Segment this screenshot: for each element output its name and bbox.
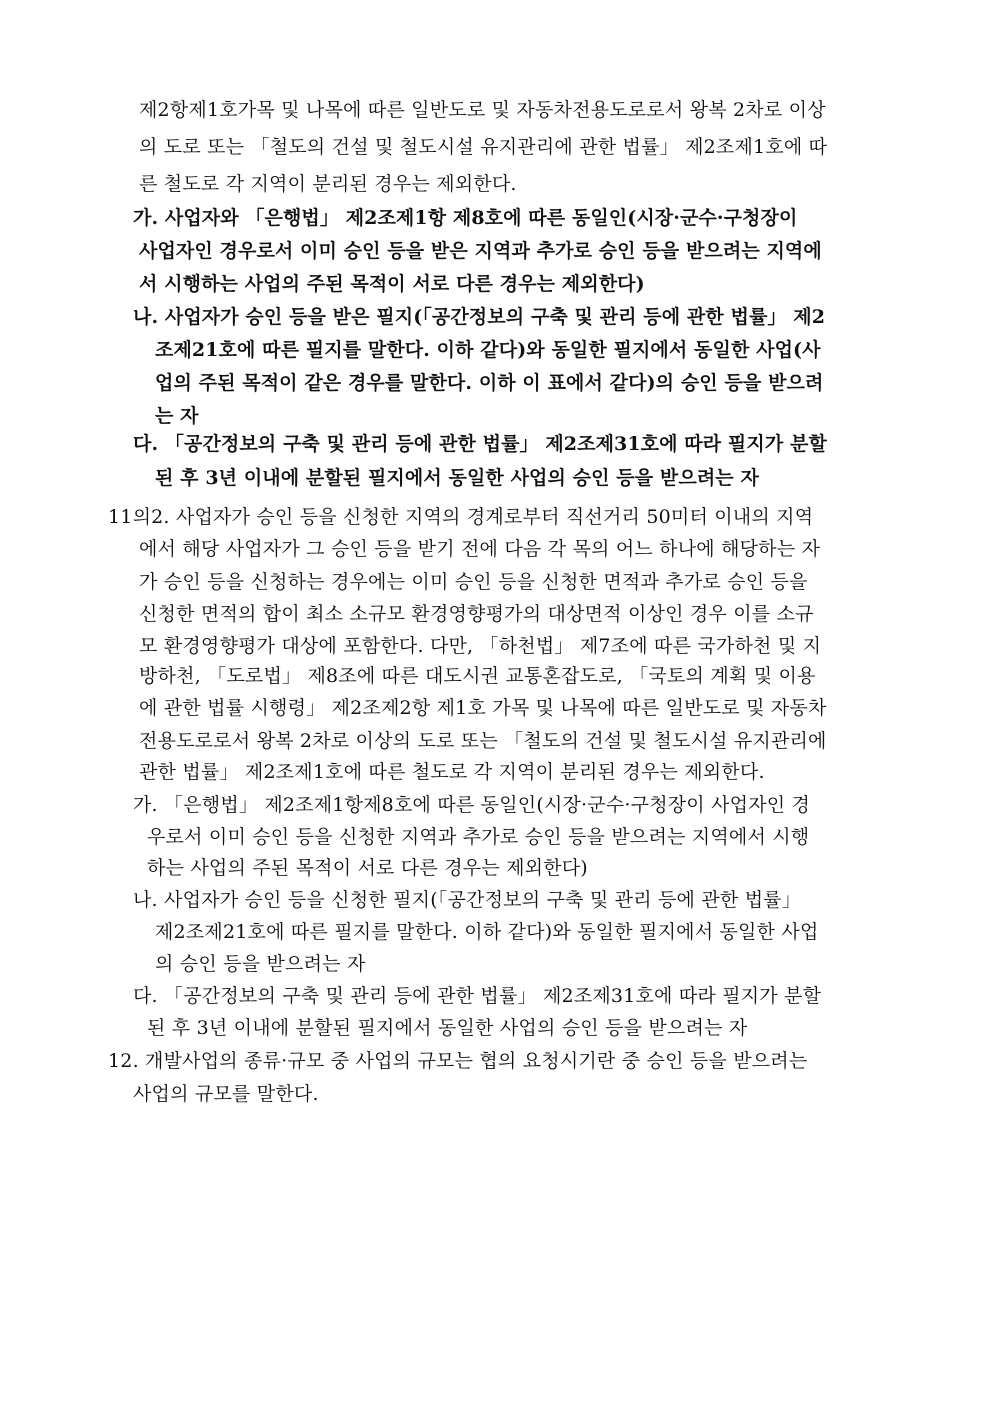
text-line: 방하천, 「도로법」 제8조에 따른 대도시권 교통혼잡도로, 「국토의 계획 및 이용 <box>139 665 816 687</box>
text-line: 모 환경영향평가 대상에 포함한다. 다만, 「하천법」 제7조에 따른 국가하천 및 지 <box>139 635 822 657</box>
list-item-11-2: 11의2. 사업자가 승인 등을 신청한 지역의 경계로부터 직선거리 50미터 이내의 지역 <box>108 506 814 528</box>
text-line: 의 도로 또는 「철도의 건설 및 철도시설 유지관리에 관한 법률」 제2조제1호에 따 <box>139 136 828 158</box>
text-line: 업의 주된 목적이 같은 경우를 말한다. 이하 이 표에서 같다)의 승인 등을 받으려 <box>155 372 824 394</box>
text-line: 서 시행하는 사업의 주된 목적이 서로 다른 경우는 제외한다) <box>139 273 645 295</box>
text-line: 의 승인 등을 받으려는 자 <box>155 953 366 975</box>
text-line: 에서 해당 사업자가 그 승인 등을 받기 전에 다음 각 목의 어느 하나에 해당하는 자 <box>139 538 821 560</box>
list-item-na: 나. 사업자가 승인 등을 받은 필지(「공간정보의 구축 및 관리 등에 관한 법률」 제2 <box>133 306 826 328</box>
list-item-12: 12. 개발사업의 종류·규모 중 사업의 규모는 협의 요청시기란 중 승인 등을 받으려는 <box>108 1050 808 1072</box>
list-item-ga: 가. 사업자와 「은행법」 제2조제1항 제8호에 따른 동일인(시장·군수·구청장이 <box>133 207 798 229</box>
text-line: 관한 법률」 제2조제1호에 따른 철도로 각 지역이 분리된 경우는 제외한다. <box>139 761 765 783</box>
text-line: 사업의 규모를 말한다. <box>133 1083 319 1105</box>
text-line: 하는 사업의 주된 목적이 서로 다른 경우는 제외한다) <box>147 857 588 879</box>
text-line: 제2조제21호에 따른 필지를 말한다. 이하 같다)와 동일한 필지에서 동일한 사업 <box>155 921 819 943</box>
text-line: 전용도로로서 왕복 2차로 이상의 도로 또는 「철도의 건설 및 철도시설 유지관리에 <box>139 730 827 752</box>
text-line: 에 관한 법률 시행령」 제2조제2항 제1호 가목 및 나목에 따른 일반도로 및 자동차 <box>139 697 827 719</box>
text-line: 된 후 3년 이내에 분할된 필지에서 동일한 사업의 승인 등을 받으려는 자 <box>155 467 759 489</box>
text-line: 른 철도로 각 지역이 분리된 경우는 제외한다. <box>139 173 517 195</box>
text-line: 사업자인 경우로서 이미 승인 등을 받은 지역과 추가로 승인 등을 받으려는 지역에 <box>139 240 822 262</box>
text-line: 조제21호에 따른 필지를 말한다. 이하 같다)와 동일한 필지에서 동일한 사업(사 <box>155 339 821 361</box>
text-line: 가 승인 등을 신청하는 경우에는 이미 승인 등을 신청한 면적과 추가로 승인 등을 <box>139 571 808 593</box>
list-item-da: 다. 「공간정보의 구축 및 관리 등에 관한 법률」 제2조제31호에 따라 필지가 분할 <box>133 433 827 455</box>
text-line: 신청한 면적의 합이 최소 소규모 환경영향평가의 대상면적 이상인 경우 이를 소규 <box>139 603 814 625</box>
list-item-ga: 가. 「은행법」 제2조제1항제8호에 따른 동일인(시장·군수·구청장이 사업자인 경 <box>133 794 811 816</box>
list-item-na: 나. 사업자가 승인 등을 신청한 필지(「공간정보의 구축 및 관리 등에 관한 법률」 <box>133 889 802 911</box>
text-line: 된 후 3년 이내에 분할된 필지에서 동일한 사업의 승인 등을 받으려는 자 <box>147 1017 748 1039</box>
text-line: 제2항제1호가목 및 나목에 따른 일반도로 및 자동차전용도로로서 왕복 2차로 이상 <box>139 99 826 121</box>
text-line: 는 자 <box>155 405 199 427</box>
list-item-da: 다. 「공간정보의 구축 및 관리 등에 관한 법률」 제2조제31호에 따라 필지가 분할 <box>133 985 822 1007</box>
text-line: 우로서 이미 승인 등을 신청한 지역과 추가로 승인 등을 받으려는 지역에서 시행 <box>147 826 810 848</box>
